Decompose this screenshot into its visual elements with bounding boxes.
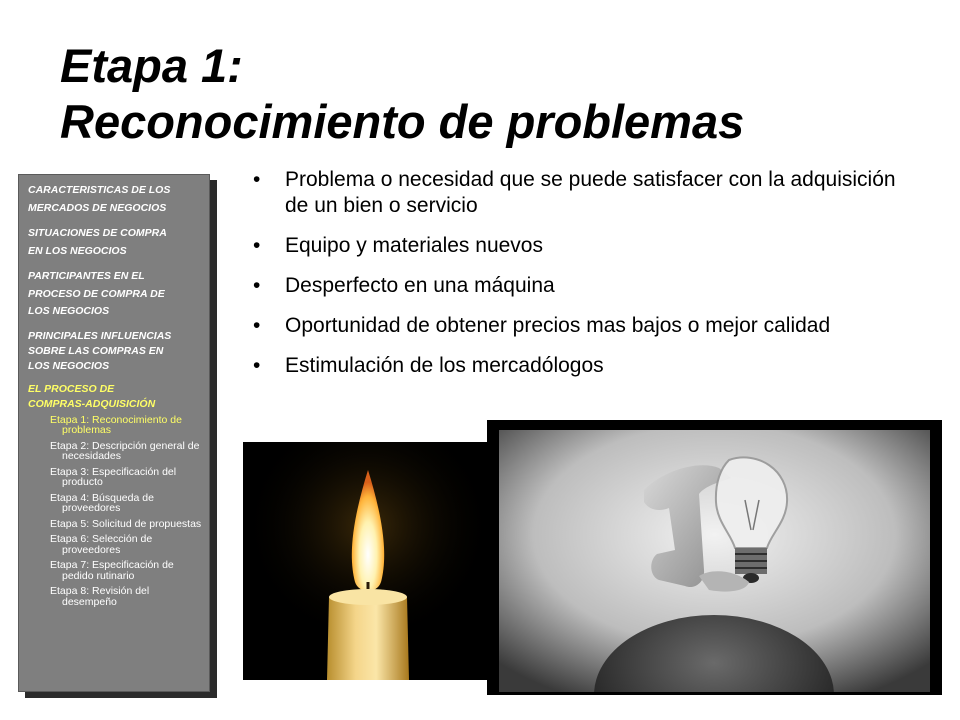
slide-title-line2: Reconocimiento de problemas	[60, 95, 745, 148]
sidebar-section-caracteristicas[interactable]: CARACTERISTICAS DE LOS MERCADOS DE NEGOCIOS	[28, 184, 171, 214]
sidebar-stage-label: Etapa 6: Selección de proveedores	[50, 533, 153, 556]
sidebar-stage-label: Etapa 3: Especificación del producto	[50, 465, 177, 488]
sidebar-nav	[18, 174, 210, 692]
sidebar-stage-8[interactable]	[28, 586, 203, 607]
bullet-dot: •	[253, 168, 261, 191]
bullet-dot: •	[253, 354, 261, 377]
sidebar-stage-7[interactable]	[28, 560, 203, 581]
sidebar-section-situaciones[interactable]: SITUACIONES DE COMPRA EN LOS NEGOCIOS	[28, 227, 167, 257]
bullet-item	[250, 273, 920, 299]
sidebar-stage-label: Etapa 4: Búsqueda de proveedores	[50, 491, 154, 514]
slide-title-line1: Etapa 1:	[60, 39, 243, 92]
bullet-text: Problema o necesidad que se puede satisfacer con la adquisición de un bien o servicio	[285, 168, 896, 217]
sidebar-stage-2[interactable]	[28, 441, 203, 462]
bullet-item	[250, 233, 920, 259]
sidebar-section-proceso[interactable]: EL PROCESO DE COMPRAS-ADQUISICIÓN	[28, 382, 156, 410]
bullet-list	[250, 167, 920, 393]
sidebar-stage-label: Etapa 5: Solicitud de propuestas	[50, 517, 202, 530]
sidebar-stage-5[interactable]	[28, 519, 203, 530]
bullet-text: Oportunidad de obtener precios mas bajos o mejor calidad	[285, 314, 831, 337]
bullet-dot: •	[253, 314, 261, 337]
bullet-text: Estimulación de los mercadólogos	[285, 354, 604, 377]
sidebar-stage-label: Etapa 1: Reconocimiento de problemas	[50, 413, 182, 436]
sidebar-stage-1[interactable]	[28, 415, 203, 436]
bullet-item	[250, 167, 920, 219]
slide-title	[60, 38, 744, 150]
sidebar-section-influencias[interactable]: PRINCIPALES INFLUENCIAS SOBRE LAS COMPRAS EN LOS NEGOCIOS	[28, 329, 172, 372]
sidebar-section-participantes[interactable]: PARTICIPANTES EN EL PROCESO DE COMPRA DE LOS NEGOCIOS	[28, 270, 165, 317]
bullet-text: Equipo y materiales nuevos	[285, 234, 543, 257]
sidebar-stage-4[interactable]	[28, 493, 203, 514]
sidebar-stage-label: Etapa 8: Revisión del desempeño	[50, 585, 150, 608]
lightbulb-image	[499, 430, 930, 692]
bullet-dot: •	[253, 274, 261, 297]
lightbulb-image-frame	[487, 420, 942, 695]
bullet-dot: •	[253, 234, 261, 257]
sidebar-stage-label: Etapa 7: Especificación de pedido rutinario	[50, 559, 174, 582]
sidebar-stage-6[interactable]	[28, 534, 203, 555]
bullet-item	[250, 353, 920, 379]
sidebar-stage-label: Etapa 2: Descripción general de necesidades	[50, 439, 200, 462]
bullet-text: Desperfecto en una máquina	[285, 274, 555, 297]
sidebar-stage-3[interactable]	[28, 467, 203, 488]
bullet-item	[250, 313, 920, 339]
candle-image	[243, 442, 493, 680]
